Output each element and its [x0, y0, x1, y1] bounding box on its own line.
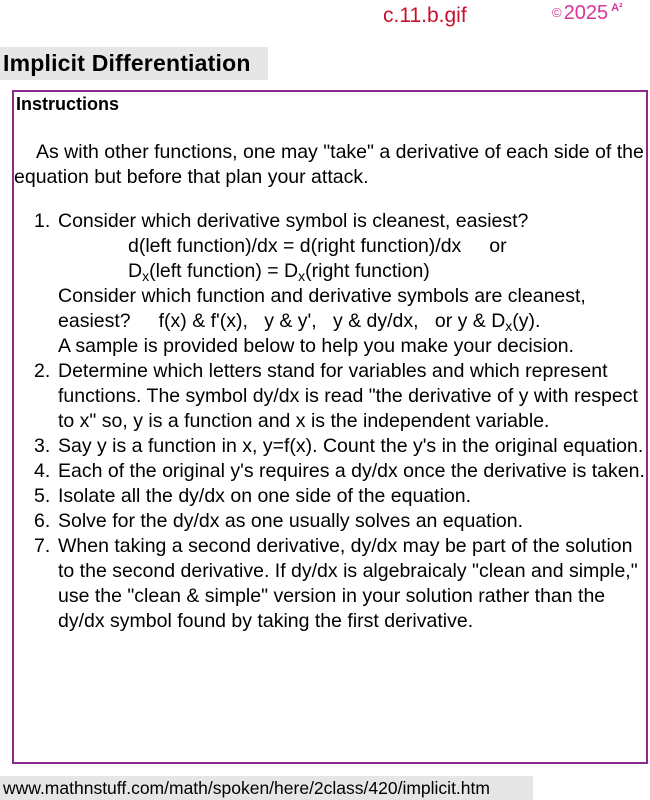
item-number: 3.	[34, 435, 51, 457]
list-item	[14, 209, 650, 359]
option-dx: or y & D	[434, 310, 506, 332]
item-text: Each of the original y's requires a dy/dx once the derivative is taken.	[58, 460, 645, 482]
logo-badge: A²	[611, 2, 623, 14]
equation-2-left: (left function) =	[149, 260, 285, 282]
item-number: 2.	[34, 360, 51, 382]
copyright-notice	[552, 2, 623, 25]
item-text-3: A sample is provided below to help you make your decision.	[58, 335, 574, 357]
item-text: Say y is a function in x, y=f(x). Count the y's in the original equation.	[58, 435, 644, 457]
equation-1: d(left function)/dx = d(right function)/dx	[128, 235, 462, 257]
item-number: 4.	[34, 460, 51, 482]
list-item	[14, 509, 650, 534]
copyright-symbol: ©	[552, 5, 562, 20]
item-number: 1.	[34, 210, 51, 232]
d-symbol: D	[128, 260, 143, 282]
equation-2-right: (right function)	[305, 260, 430, 282]
page-title: Implicit Differentiation	[3, 50, 251, 76]
equation-line-2	[58, 259, 650, 284]
d-subscript: x	[298, 268, 306, 284]
list-item	[14, 434, 650, 459]
list-item	[14, 534, 650, 634]
symbol-question: Consider which function and derivative symbols are cleanest, easiest?	[58, 285, 586, 332]
list-item	[14, 459, 650, 484]
source-url: www.mathnstuff.com/math/spoken/here/2class/420/implicit.htm	[3, 778, 490, 798]
item-number: 6.	[34, 510, 51, 532]
item-number: 7.	[34, 535, 51, 557]
item-number: 5.	[34, 485, 51, 507]
intro-text: As with other functions, one may "take" a derivative of each side of the equation but before that plan your attack.	[14, 141, 644, 188]
dx-subscript: x	[505, 318, 513, 334]
equation-line-1	[58, 234, 650, 259]
image-filename: c.11.b.gif	[383, 4, 467, 27]
instructions-heading: Instructions	[16, 94, 120, 114]
equation-or: or	[489, 235, 507, 257]
option-dydx: y & dy/dx,	[332, 310, 419, 332]
item-text: Determine which letters stand for variables and which represent functions. The symbol dy/dx is read "the derivative of y with respect to x" so, y is a function and x is the independent variable.	[58, 360, 638, 432]
option-dx-end: (y).	[512, 310, 541, 332]
instruction-list	[14, 209, 650, 634]
copyright-year: 2025	[563, 2, 609, 24]
list-item	[14, 359, 650, 434]
item-text: Isolate all the dy/dx on one side of the equation.	[58, 485, 472, 507]
item-text: Solve for the dy/dx as one usually solves an equation.	[58, 510, 524, 532]
option-y-prime: y & y',	[264, 310, 317, 332]
option-fx: f(x) & f'(x),	[158, 310, 248, 332]
d-subscript: x	[142, 268, 150, 284]
intro-paragraph	[14, 140, 646, 190]
item-text: Consider which derivative symbol is cleanest, easiest?	[58, 210, 529, 232]
list-item	[14, 484, 650, 509]
item-text-2	[58, 284, 650, 334]
item-text: When taking a second derivative, dy/dx may be part of the solution to the second derivative. If dy/dx is algebraicaly "clean and simple," use the "clean & simple" version in your solution rather than the dy/dx symbol found by taking the first derivative.	[58, 535, 638, 632]
d-symbol: D	[284, 260, 299, 282]
